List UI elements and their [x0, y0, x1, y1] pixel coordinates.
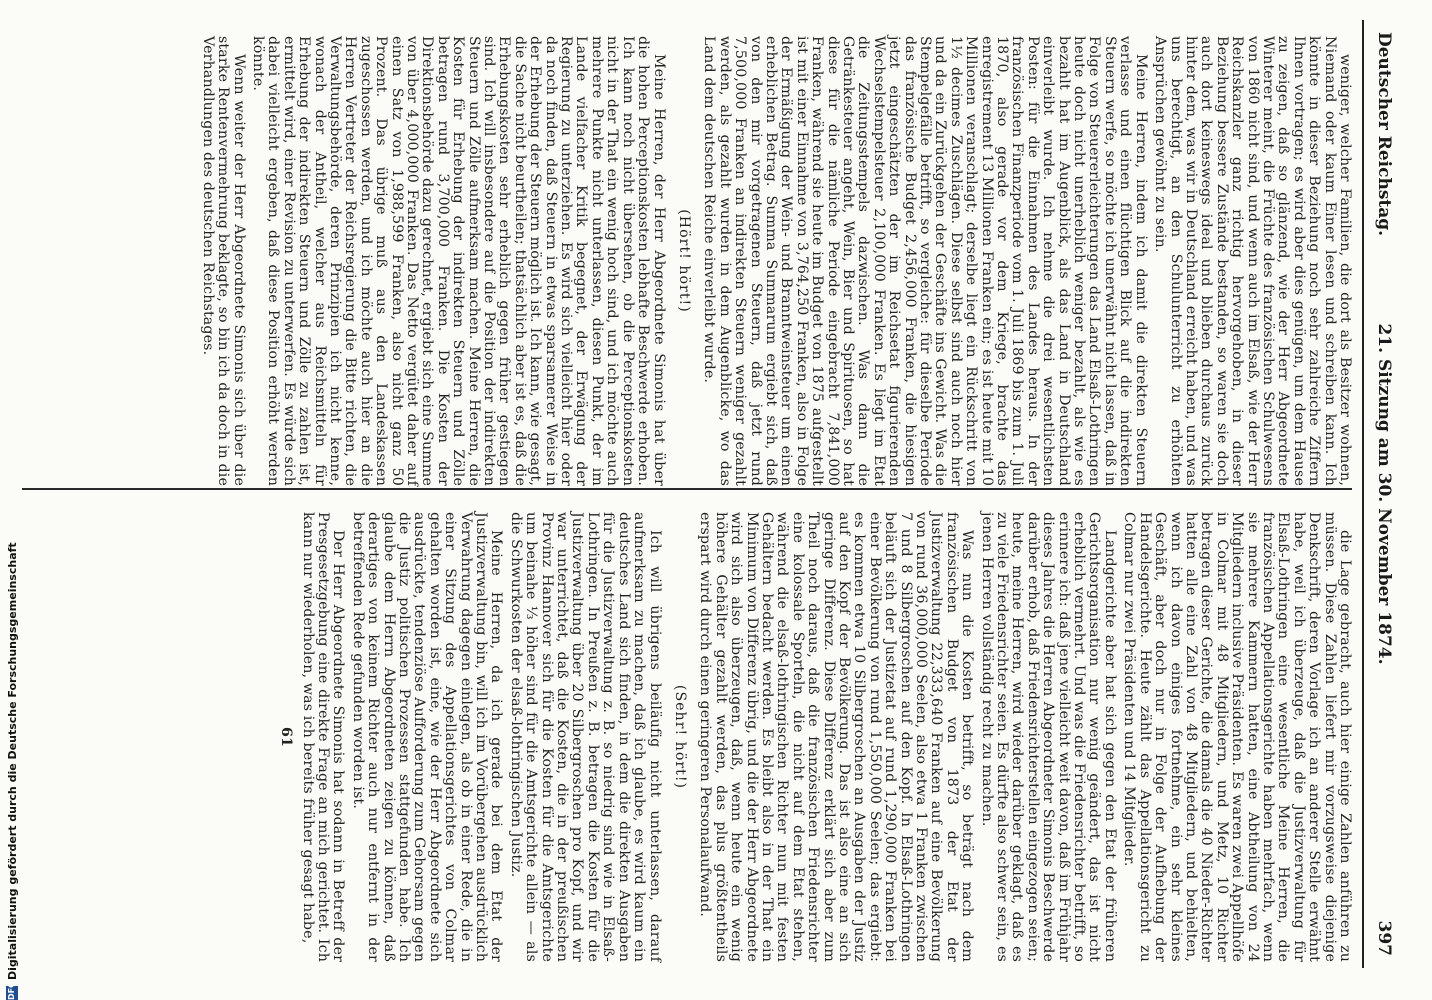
text-column-right [274, 512, 1352, 962]
paragraph: die Lage gebracht, auch hier einige Zahlen anführen zu müssen. Diese Zahlen liefert mir vorzugsweise diejenige Denkschrift, deren Vorlage ich an anderer Stelle erwähnt habe, weil ich überzeuge, daß die Justizverwaltung für Elsaß-Lothringen eine wesentliche Meine Herren, die französischen Appellationsgerichte haben mehrfach, wenn sie mehrere Kammern hatten, eine Abtheilung von 24 Mitgliedern inclusive Präsidenten. Es waren zwei Appellhöfe in Colmar mit 48 Mitgliedern, und Metz, 10 Richter betragen dieser Gerichte, die damals die 40 Nieder-Richter hatten alle eine Zahl von 48 Mitgliedern, und behielten, wenn ich davon einiges fortnehme, ein sehr kleines Geschäft, aber doch nur in Folge der Aufhebung der Handelsgerichte. Heute zählt das Appellationsgericht zu Colmar nur zwei Präsidenten und 14 Mitglieder. [1121, 512, 1353, 962]
caption-text: Digitalisierung gefördert durch die Deutsche Forschungsgemeinschaft [5, 542, 19, 980]
paragraph: weniger, welcher Familien, die dort als Besitzer wohnen, Niemand oder kaum Einer lesen und schreiben kann. Ich könnte in dieser Beziehung noch sehr zahlreiche Ziffern Ihnen vortragen; es wird aber dies genügen, um dem Hause zu zeigen, daß so glänzend, wie der Herr Abgeordnete Winterer meint, die Früchte des französischen Schulwesens von 1860 nicht sind, und wenn auch im Elsaß, wie der Herr Reichskanzler ganz richtig hervorgehoben, in dieser Beziehung bessere Zustände bestanden, so waren sie doch auch dort keineswegs ideal und blieben durchaus zurück hinter dem, was wir in Deutschland erreicht haben, und was uns berechtigt, an den Schulunterricht zu erhöhten Ansprüchen gewöhnt zu sein. [1152, 36, 1353, 486]
header-session: 21. Sitzung am 30. November 1874. [1374, 323, 1394, 665]
paragraph: Landgerichte aber hat sich gegen den Etat der früheren Gerichtsorganisation nur wenig geändert, das ist nicht erheblich vermehrt. Und was die Friedensrichter betrifft, so erinnere ich: daß jene vielleicht weit davon, daß im Frühjahr dieses Jahres die Herren Abgeordneter Simonis Beschwerde darüber erhob, daß Friedensrichterstellen eingezogen seien; heute, meine Herren, wird wieder darüber geklagt, daß es zu viele Friedensrichter seien. Es dürfte also schwer sein, es jenen Herren vollständig recht zu machen. [978, 512, 1118, 962]
digitization-caption [2, 0, 22, 1000]
interjection: (Sehr! hört!) [671, 684, 688, 790]
paragraph: Der Herr Abgeordnete Simonis hat sodann in Betreff der Presgesetzgebung eine direkte Frage an mich gerichtet. Ich kann nur wiederholen, was ich bereits früher gesagt habe, [299, 512, 347, 962]
text-column-left [195, 36, 1352, 486]
folio-number: 61 [278, 726, 295, 748]
paragraph: Meine Herren, indem ich damit die direkten Steuern verlasse und einen flüchtigen Blick auf die indirekten Steuern werfe, so möchte ich unerwähnt nicht lassen, daß in Folge von Steuererleichterungen das Land Elsaß-Lothringen heute doch nicht unerheblich weniger bezahlt, als wie es bezahlt hat im Augenblick, als das Land in Deutschland einverleibt wurde. Ich nehme die drei wesentlichsten Posten: für die Einnahmen des Landes heraus. In der französischen Finanzperiode vom 1. Juli 1869 bis zum 1. Juli 1870, also gerade vor dem Kriege, brachte das enregistrement 13 Millionen Franken ein; es ist heute mit 10 Millionen veranschlagt; derselbe liegt ein Rückschritt von 1½ decimes Zuschlägen. Diese selbst sind auch noch hier und da ein Zurückgehen der Geschäfte ins Gewicht. Was die Stempelgefälle betrifft, so vergleiche: für dieselbe Periode das französische Budget 2,456,000 Franken, die hiesigen jetzt eingeschätzten der im Reichsetat figurierenden Wechselstempelsteuer 2,100,000 Franken. Es liegt im Etat die Zeitungsstempels dazwischen. Was dann die Getränkesteuer angeht, Wein, Bier und Spirituosen, so hat diese für die nämliche Periode eingebracht 7,841,000 Franken, während sie heute im Budget von 1875 aufgestellt ist mit einer Einnahme von 3,764,250 Franken, also in Folge der Ermäßigung der Wein- und Branntweinsteuer um einen erheblichen Betrag. Summa Summarum ergiebt sich, daß von den mir vorgetragenen Steuern, daß jetzt rund 7,500,000 Franken an indirekten Steuern weniger gezahlt werden, als gezahlt wurden in dem Augenblicke, wo das Land dem deutschen Reiche einverleibt wurde. [701, 36, 1149, 486]
paragraph: Meine Herren, der Herr Abgeordnete Simonis hat über die hohen Perceptionskosten lebhafte Beschwerde erhoben. Ich kann noch nicht übersehen, ob die Perceptionskosten nicht in der That ein wenig hoch sind, und ich möchte auch mehrere Punkte nicht unterlassen, diesen Punkt, der im Lande vielfacher Kritik begegnet, der Erwägung der Regierung zu unterziehen. Es wird sich vielleicht hier oder da noch finden, daß Steuern in etwas sparsamerer Weise in der Erhebung der Steuern möglich ist. Ich kann, wie gesagt, die Sache nicht beurtheilen; thatsächlich aber ist es, daß die Erhebungskosten sehr erheblich gegen früher gestiegen sind. Ich will insbesondere auf die Position der indirekten Steuern und Zölle aufmerksam machen. Meine Herren, die Kosten für Erhebung der indirekten Steuern und Zölle betragen rund 3,700,000 Franken. Die Kosten der Direktionsbehörde dazu gerechnet, ergiebt sich eine Summe von über 4,000,000 Franken. Das Netto vergütet daher auf einen Satz von 1,988,599 Franken, also nicht ganz 50 Prozent. Das übrige muß aus den Landeskassen zugeschossen werden, und ich möchte auch hier an die Herren Vertreter der Reichsregierung die Bitte richten, die Verwaltungsbehörde, deren Prinzipien ich nicht kenne, wonach der Antheil, welcher aus Reichsmitteln für Erhebung der indirekten Steuern und Zölle zu zahlen ist, ermittelt wird, einer Revision zu unterwerfen. Es würde sich dabei vielleicht ergeben, daß diese Position erhöht werden könnte. [249, 36, 667, 486]
interjection: (Hört! hört!) [675, 209, 692, 313]
paragraph: Wenn weiter der Herr Abgeordnete Simonis sich über die starke Rentenvermehrung beklagte, so bin ich da doch in die Verhandlungen des deutschen Reichstages. [199, 36, 247, 486]
dfg-logo-icon: DFG [7, 981, 16, 1000]
paragraph: Meine Herren, da ich gerade bei dem Etat der Justizverwaltung bin, will ich im Vorübergehen ausdrücklich Verwahrung dagegen einlegen, als ob in einer Rede, die in einer Sitzung des Appellationsgerichtes von Colmar gehalten worden ist, eine, wie der Herr Abgeordnete sich ausdrückte, tendenziöse Aufforderung zum Gehorsam gegen die Justiz politischen Prozessen stattgefunden habe. Ich glaube dem Herrn Abgeordneten zeigen zu können, daß derartiges von keinem Richter auch nur entfernt in der betreffenden Rede gefunden worden ist. [349, 512, 505, 962]
page-number: 397 [1374, 920, 1394, 956]
column-divider [22, 488, 1352, 490]
header-title: Deutscher Reichstag. [1374, 32, 1394, 237]
paragraph: Was nun die Kosten betrifft, so beträgt nach dem französischen Budget von 1873 der Etat der Justizverwaltung 22,333,640 Franken auf eine Bevölkerung von rund 36,000,000 Seelen, also etwa 1 Franken zwischen 7 und 8 Silbergroschen auf den Kopf. In Elsaß-Lothringen beläuft sich der Justizetat auf rund 1,290,000 Franken bei einer Bevölkerung von rund 1,550,000 Seelen; das ergiebt: es kommen etwa 10 Silbergroschen an Ausgaben der Justiz auf den Kopf der Bevölkerung. Das ist also eine an sich geringe Differenz. Diese Differenz erklärt sich aber zum Theil noch daraus, daß die französischen Friedensrichter eine kolossale Sporteln, die nicht auf dem Etat stehen, während die elsaß-lothringischen Richter nun mit festen Gehältern bedacht werden. Es bleibt also in der That ein Minimum von Differenz übrig, und die der Herr Abgeordnete wird sich also überzeugen, daß, wenn heute ein wenig höhere Gehälter gezahlt werden, das plus größtentheils erspart wird durch einen geringeren Personalaufwand. [697, 512, 976, 962]
page-header [1362, 20, 1404, 968]
paragraph: Ich will übrigens beiläufig nicht unterlassen, darauf aufmerksam zu machen, daß ich glaube, es wird kaum ein deutsches Land sich finden, in dem die direkten Ausgaben für die Justizverwaltung z. B. so niedrig sind wie in Elsaß-Lothringen. In Preußen z. B. betragen die Kosten für die Justizverwaltung über 20 Silbergroschen pro Kopf, und wir war unterrichtet, daß die Kosten, die in der preußischen Provinz Hannover sich für die Kosten für die Amtsgerichte um beinahe ⅓ höher sind für die Amtsgerichte allein — als die Schwurkosten der elsaß-lothringischen Justiz. [507, 512, 663, 962]
